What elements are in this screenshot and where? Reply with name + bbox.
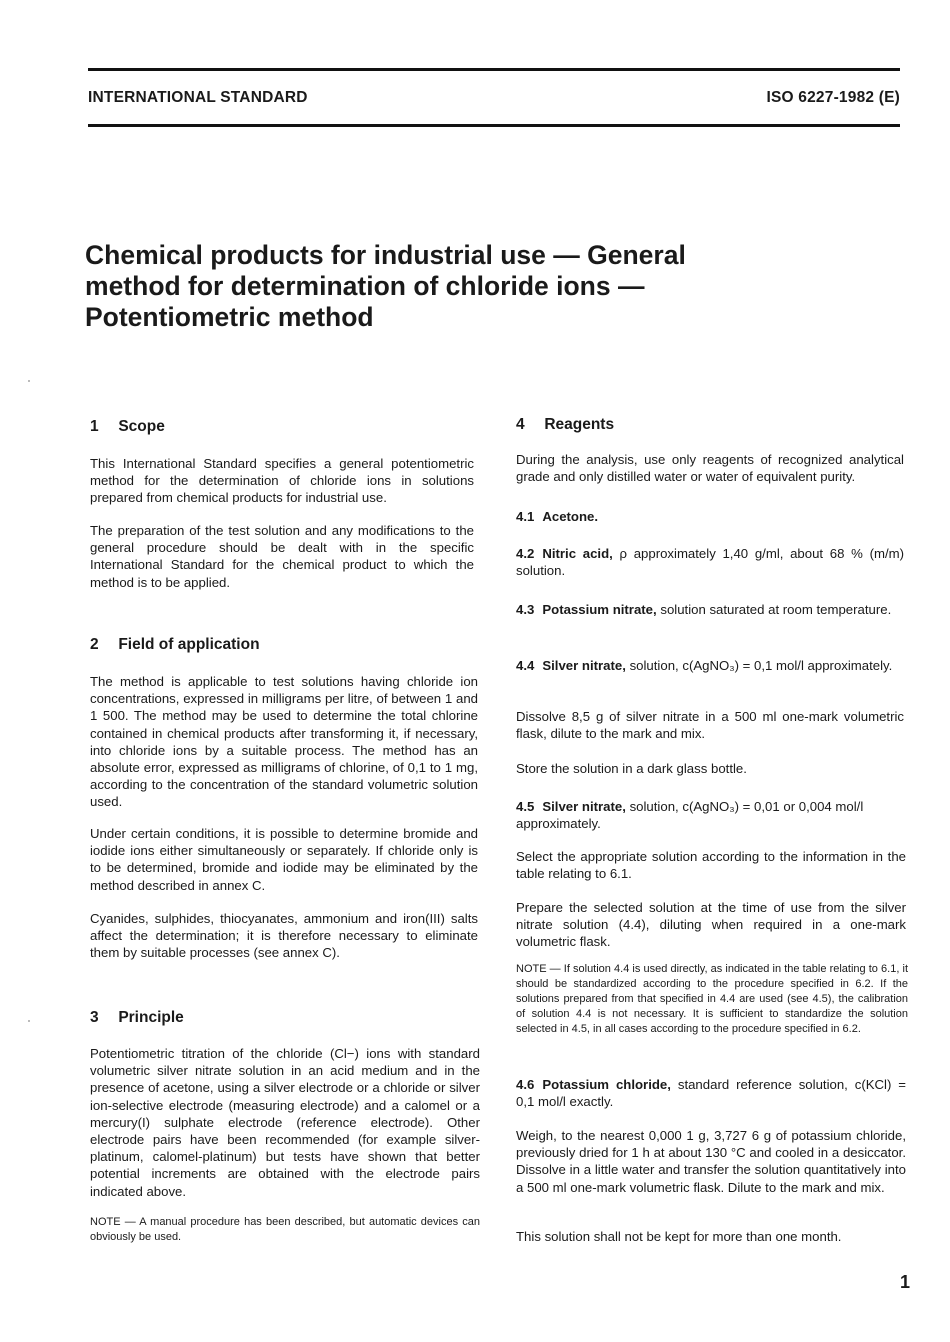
reagent-4-5: [516, 798, 904, 832]
field-heading: [90, 636, 260, 653]
scope-paragraph-2: The preparation of the test solution and any modifications to the general procedure should be dealt with in the specific International Standard for the chemical product to which the method is to be applied.: [90, 523, 474, 590]
reagent-4-1: [516, 508, 904, 525]
standard-number: ISO 6227-1982 (E): [766, 89, 900, 106]
principle-paragraph: Potentiometric titration of the chloride (Cl−) ions with standard volumetric silver nitrate solution in an acid medium and in the presence of acetone, using a silver electrode or a chloride or silver ion-selective electrode (measuring electrode) and a calomel or a mercury(I) sulphate electrode (reference electrode). Other electrode pairs have been recommended (for example silver-platinum, calomel-platinum) but tests have shown that better potential increments are obtained with the electrode pairs indicated above.: [90, 1046, 480, 1199]
reagent-4-5-paragraph-2: Prepare the selected solution at the time of use from the silver nitrate solution (4.4), diluting when required in a one-mark volumetric flask.: [516, 900, 906, 950]
reagents-intro: During the analysis, use only reagents of recognized analytical grade and only distilled water or water of equivalent purity.: [516, 452, 904, 485]
reagent-4-4: [516, 657, 904, 674]
reagent-4-2-name: Nitric acid,: [542, 546, 613, 561]
reagent-4-2: [516, 545, 904, 579]
reagent-4-1-name: Acetone.: [542, 509, 599, 524]
reagent-4-6-paragraph-2: This solution shall not be kept for more than one month.: [516, 1229, 842, 1244]
field-title: Field of application: [118, 636, 260, 653]
reagent-4-3-name: Potassium nitrate,: [542, 602, 657, 617]
reagent-4-5-name: Silver nitrate,: [542, 799, 626, 814]
scope-number: 1: [90, 418, 99, 435]
title-line-3: Potentiometric method: [85, 302, 374, 332]
scan-speck: [28, 380, 30, 382]
reagent-4-5-note: NOTE — If solution 4.4 is used directly, as indicated in the table relating to 6.1, it should be standardized according to the procedure specified in 6.2. If the solutions prepared from that specified in 4.4 are used (see 4.5), the calibration of solution 4.4 is not necessary. It is sufficient to standardize the solution selected in 4.5, in all cases according to the procedure specified in 6.2.: [516, 963, 908, 1035]
reagent-4-6-number: 4.6: [516, 1077, 535, 1092]
principle-number: 3: [90, 1009, 99, 1026]
reagent-4-5-paragraph-1: Select the appropriate solution according to the information in the table relating to 6.1.: [516, 849, 906, 882]
principle-note: NOTE — A manual procedure has been described, but automatic devices can obviously be used.: [90, 1216, 480, 1243]
scan-speck: [28, 1020, 30, 1022]
reagent-4-6-name: Potassium chloride,: [542, 1077, 671, 1092]
principle-title: Principle: [118, 1009, 184, 1026]
reagent-4-4-description: solution, c(AgNO₃) = 0,1 mol/l approximately.: [629, 658, 893, 673]
page-title: [85, 240, 785, 333]
reagent-4-3: [516, 601, 904, 618]
reagent-4-6-description: standard reference solution, c(KCl) = 0,1 mol/l exactly.: [516, 1077, 906, 1110]
header-top-rule: [88, 68, 900, 71]
field-paragraph-1: The method is applicable to test solutions having chloride ion concentrations, expressed in milligrams per litre, of between 1 and 1 500. The method may be used to determine the total chlorine contained in chemical products after transforming it, if necessary, into chloride ions by a suitable process. The method has an absolute error, expressed as milligrams of chlorine, of 0,1 to 1 mg, according to the concentration of the standard volumetric solution used.: [90, 674, 478, 810]
reagent-4-3-number: 4.3: [516, 602, 535, 617]
reagent-4-6-paragraph-1: Weigh, to the nearest 0,000 1 g, 3,727 6 g of potassium chloride, previously dried for 1 h at about 130 °C and cooled in a desiccator. Dissolve in a little water and transfer the solution quantitatively into a 500 ml one-mark volumetric flask. Dilute to the mark and mix.: [516, 1128, 906, 1195]
title-line-2: method for determination of chloride ions —: [85, 271, 645, 301]
reagents-title: Reagents: [544, 416, 615, 433]
document-type-label: INTERNATIONAL STANDARD: [88, 89, 308, 106]
title-line-1: Chemical products for industrial use — General: [85, 240, 686, 270]
principle-heading: [90, 1009, 184, 1026]
scope-title: Scope: [118, 418, 165, 435]
field-paragraph-2: Under certain conditions, it is possible to determine bromide and iodide ions either simultaneously or separately. If chloride only is to be determined, bromide and iodide may be eliminated by the method described in annex C.: [90, 826, 478, 893]
reagent-4-6: [516, 1076, 906, 1110]
scope-heading: [90, 418, 165, 435]
reagent-4-1-number: 4.1: [516, 509, 535, 524]
reagents-heading: [516, 416, 614, 433]
reagent-4-4-name: Silver nitrate,: [542, 658, 626, 673]
page-number: 1: [899, 1272, 910, 1292]
field-paragraph-3: Cyanides, sulphides, thiocyanates, ammonium and iron(III) salts affect the determination; it is therefore necessary to eliminate them by suitable processes (see annex C).: [90, 911, 478, 961]
reagents-number: 4: [516, 416, 525, 433]
reagent-4-2-number: 4.2: [516, 546, 535, 561]
scope-paragraph-1: This International Standard specifies a general potentiometric method for the determination of chloride ions in solutions prepared from chemical products for industrial use.: [90, 456, 474, 506]
reagent-4-5-number: 4.5: [516, 799, 535, 814]
reagent-4-5-description: solution, c(AgNO₃) = 0,01 or 0,004 mol/l approximately.: [516, 799, 864, 832]
header-bottom-rule: [88, 124, 900, 127]
reagent-4-2-description: ρ approximately 1,40 g/ml, about 68 % (m/m) solution.: [516, 546, 904, 579]
reagent-4-4-paragraph-1: Dissolve 8,5 g of silver nitrate in a 500 ml one-mark volumetric flask, dilute to the mark and mix.: [516, 709, 904, 742]
reagent-4-3-description: solution saturated at room temperature.: [660, 602, 892, 617]
reagent-4-4-number: 4.4: [516, 658, 535, 673]
reagent-4-4-paragraph-2: Store the solution in a dark glass bottle.: [516, 761, 747, 776]
field-number: 2: [90, 636, 99, 653]
